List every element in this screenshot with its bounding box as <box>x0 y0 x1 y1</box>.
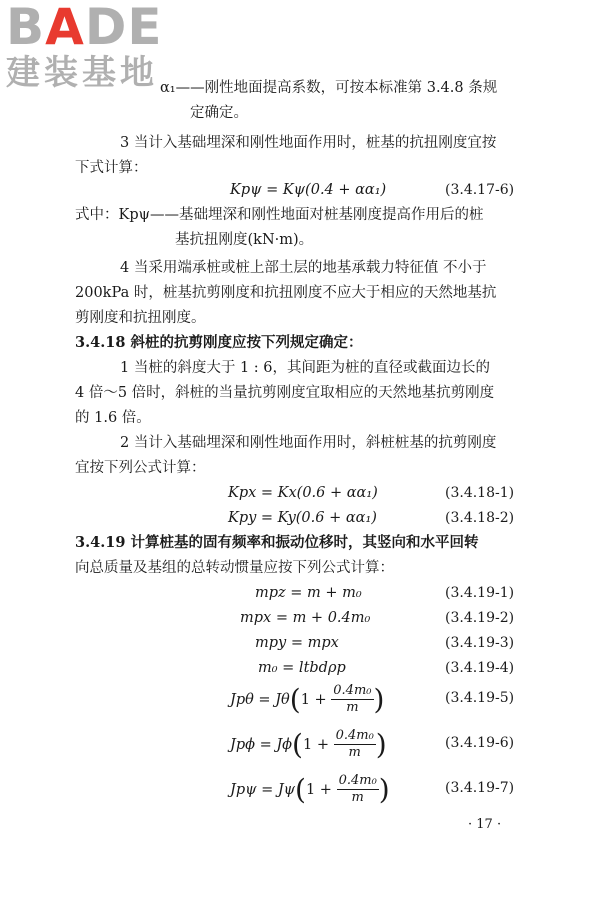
paren-open: ( <box>295 772 306 806</box>
formula-lhs: Jpθ = Jθ <box>230 691 290 708</box>
fraction <box>337 773 379 806</box>
section-heading: 3.4.19 计算桩基的固有频率和振动位移时，其竖向和水平回转 <box>75 534 479 551</box>
formula-lhs: Jpϕ = Jϕ <box>230 736 293 753</box>
text-line: 1 当桩的斜度大于 1 : 6，其间距为桩的直径或截面边长的 <box>120 360 490 376</box>
fraction-numerator: 0.4m₀ <box>333 683 372 698</box>
fraction-denominator: m <box>351 790 364 805</box>
formula-number: (3.4.19-4) <box>445 660 515 676</box>
text-line: 200kPa 时，桩基抗剪刚度和抗扭刚度不应大于相应的天然地基抗 <box>75 285 497 301</box>
text-line: 向总质量及基组的总转动惯量应按下列公式计算： <box>75 560 394 576</box>
formula-lhs: Jpψ = Jψ <box>230 781 296 798</box>
paren-open: ( <box>289 682 301 716</box>
fraction <box>334 728 376 761</box>
formula-number: (3.4.18-2) <box>445 510 515 526</box>
text-line: 的 1.6 倍。 <box>75 410 151 426</box>
text-line: 宜按下列公式计算： <box>75 460 206 476</box>
fraction-numerator: 0.4m₀ <box>338 773 377 788</box>
text-line: 剪刚度和抗扭刚度。 <box>75 310 206 326</box>
paren-open: ( <box>292 727 303 761</box>
formula-number: (3.4.19-3) <box>445 635 515 651</box>
formula-fraction <box>230 773 390 806</box>
fraction <box>331 683 373 716</box>
formula-number: (3.4.18-1) <box>445 485 515 501</box>
formula-number: (3.4.19-5) <box>445 690 515 706</box>
formula: mpz = m + m₀ <box>255 585 362 601</box>
formula-fraction <box>230 683 384 716</box>
text-line: α₁——刚性地面提高系数，可按本标准第 3.4.8 条规 <box>160 80 498 96</box>
section-heading: 3.4.18 斜桩的抗剪刚度应按下列规定确定： <box>75 334 363 351</box>
page-number: · 17 · <box>468 817 502 832</box>
text-line: 基抗扭刚度(kN·m)。 <box>175 232 314 248</box>
formula: Kpψ = Kψ(0.4 + αα₁) <box>230 182 387 198</box>
fraction-denominator: m <box>348 745 361 760</box>
formula: Kpx = Kx(0.6 + αα₁) <box>228 485 378 501</box>
formula-number: (3.4.19-2) <box>445 610 515 626</box>
brand-wordmark: BADE <box>6 0 163 56</box>
text-line: 下式计算： <box>75 160 148 176</box>
text-line: 4 当采用端承桩或桩上部土层的地基承载力特征值 不小于 <box>120 260 487 276</box>
paren-close: ) <box>375 727 387 761</box>
formula-one-plus: 1 + <box>302 736 329 753</box>
text-line: 4 倍～5 倍时，斜桩的当量抗剪刚度宜取相应的天然地基抗剪刚度 <box>75 385 495 401</box>
formula: mpx = m + 0.4m₀ <box>240 610 371 626</box>
fraction-numerator: 0.4m₀ <box>335 728 374 743</box>
formula-fraction <box>230 728 387 761</box>
formula-number: (3.4.19-7) <box>445 780 515 796</box>
text-line: 定确定。 <box>190 105 248 121</box>
formula-number: (3.4.17-6) <box>445 182 515 198</box>
brand-tagline: 建装基地 <box>6 53 158 93</box>
fraction-denominator: m <box>346 700 359 715</box>
paren-close: ) <box>378 772 390 806</box>
formula-number: (3.4.19-6) <box>445 735 515 751</box>
text-line: 式中：Kpψ——基础埋深和刚性地面对桩基刚度提高作用后的桩 <box>75 207 484 223</box>
formula-one-plus: 1 + <box>300 691 327 708</box>
text-line: 2 当计入基础埋深和刚性地面作用时，斜桩桩基的抗剪刚度 <box>120 435 497 451</box>
text-line: 3 当计入基础埋深和刚性地面作用时，桩基的抗扭刚度宜按 <box>120 135 497 151</box>
formula: m₀ = ltbdρp <box>258 660 346 676</box>
formula-number: (3.4.19-1) <box>445 585 515 601</box>
formula: mpy = mpx <box>255 635 339 651</box>
formula-one-plus: 1 + <box>305 781 332 798</box>
formula: Kpy = Ky(0.6 + αα₁) <box>228 510 377 526</box>
brand-logo <box>6 0 163 93</box>
paren-close: ) <box>373 682 385 716</box>
